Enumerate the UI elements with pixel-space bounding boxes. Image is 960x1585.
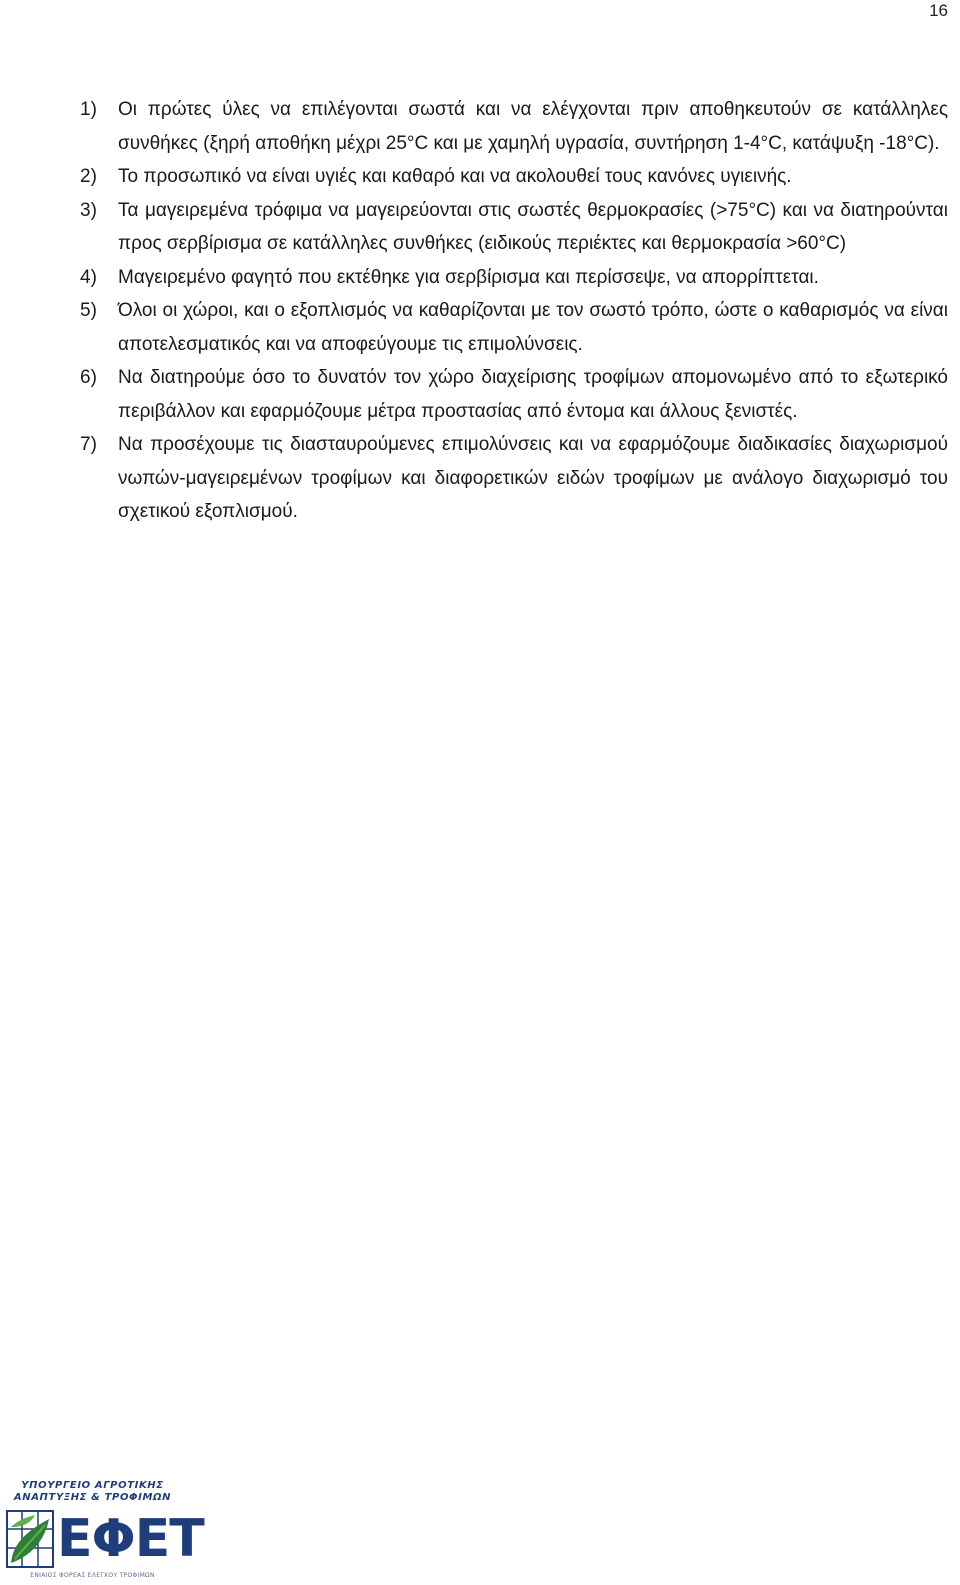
list-item xyxy=(80,93,948,160)
leaf-grid-icon xyxy=(5,1509,55,1569)
list-item-text: Όλοι οι χώροι, και ο εξοπλισμός να καθαρίζονται με τον σωστό τρόπο, ώστε ο καθαρισμός να είναι αποτελεσματικός και να αποφεύγουμε τις επιμολύνσεις. xyxy=(118,300,948,355)
list-item xyxy=(80,428,948,529)
logo-subtitle: ΕΝΙΑΙΟΣ ΦΟΡΕΑΣ ΕΛΕΓΧΟΥ ΤΡΟΦΙΜΩΝ xyxy=(30,1572,155,1579)
list-item xyxy=(80,361,948,428)
list-item-text: Να διατηρούμε όσο το δυνατόν τον χώρο διαχείρισης τροφίμων απομονωμένο από το εξωτερικό περιβάλλον και εφαρμόζουμε μέτρα προστασίας από έντομα και άλλους ξενιστές. xyxy=(118,367,948,422)
page-number: 16 xyxy=(929,1,948,20)
list-item-number: 5) xyxy=(80,300,97,321)
list-item-text: Να προσέχουμε τις διασταυρούμενες επιμολύνσεις και να εφαρμόζουμε διαδικασίες διαχωρισμού νωπών-μαγειρεμένων τροφίμων και διαφορετικών ειδών τροφίμων με ανάλογο διαχωρισμό του σχετικού εξοπλισμού. xyxy=(118,434,948,522)
hygiene-rules-list xyxy=(80,93,948,529)
list-item-number: 3) xyxy=(80,199,97,221)
list-item-text: Τα μαγειρεμένα τρόφιμα να μαγειρεύονται στις σωστές θερμοκρασίες (>75°C) και να διατηρούνται προς σερβίρισμα σε κατάλληλες συνθήκες (ειδικούς περιέκτες και θερμοκρασία >60°C) xyxy=(118,199,948,254)
list-item xyxy=(80,294,948,361)
list-item xyxy=(80,160,948,194)
list-item-number: 7) xyxy=(80,434,97,455)
list-item-number: 6) xyxy=(80,367,97,388)
list-item-number: 1) xyxy=(80,99,97,120)
logo-ministry-line-1: ΥΠΟΥΡΓΕΙΟ ΑΓΡΟΤΙΚΗΣ xyxy=(21,1480,164,1491)
list-item-number: 2) xyxy=(80,166,97,187)
logo-ministry-line-2: ΑΝΑΠΤΥΞΗΣ & ΤΡΟΦΙΜΩΝ xyxy=(13,1492,172,1503)
list-item-text: Το προσωπικό να είναι υγιές και καθαρό και να ακολουθεί τους κανόνες υγιεινής. xyxy=(118,166,792,187)
list-item xyxy=(80,261,948,295)
list-item-text: Οι πρώτες ύλες να επιλέγονται σωστά και να ελέγχονται πριν αποθηκευτούν σε κατάλληλες συνθήκες (ξηρή αποθήκη μέχρι 25°C και με χαμηλή υγρασία, συντήρηση 1-4°C, κατάψυξη -18°C). xyxy=(118,99,948,154)
logo-main xyxy=(5,1506,204,1572)
efet-logo xyxy=(5,1480,204,1580)
logo-wordmark: ΕΦΕΤ xyxy=(57,1509,204,1569)
list-item xyxy=(80,194,948,261)
list-item-number: 4) xyxy=(80,266,97,288)
list-item-text: Μαγειρεμένο φαγητό που εκτέθηκε για σερβίρισμα και περίσσεψε, να απορρίπτεται. xyxy=(118,266,819,288)
